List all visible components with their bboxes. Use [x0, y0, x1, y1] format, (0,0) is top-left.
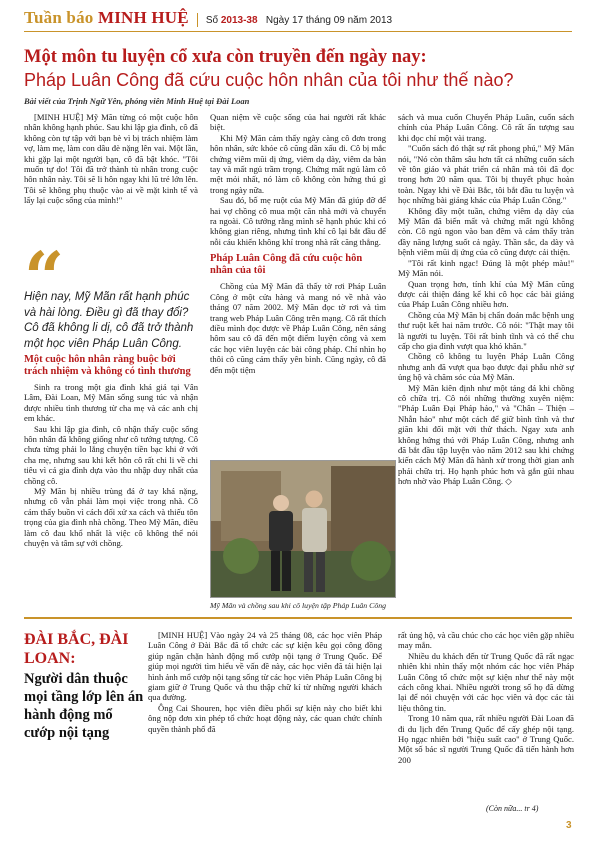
paragraph: Chồng cô không tu luyện Pháp Luân Công nhưng anh đã vượt qua bạo được đại phẫu nhờ sự ủng hộ và chăm sóc của Mỹ Mãn. — [398, 351, 574, 383]
paragraph: Chồng của Mỹ Mãn bị chẩn đoán mắc bệnh ung thư ruột kết hai năm trước. Cô nói: "Thật may tôi là người tu luyện. Tôi rất bình tĩnh và có thể chu cấp cho gia đình vượt qua khó khăn." — [398, 309, 574, 351]
paragraph: "Cuốn sách đó thật sự rất phong phú," Mỹ Mãn nói, "Nó còn thâm sâu hơn tất cả những cuốn sách về tôn giáo và phát triển cá nhân mà tôi đã đọc trong hơn 20 năm qua. Tôi bị thuyết phục hoàn toàn. Ngay khi về Đài Bắc, tôi bắt đầu tu luyện và học những bài giảng khác của Pháp Luân Công." — [398, 143, 574, 206]
paragraph: Sau khi lập gia đình, cô nhận thấy cuộc sống hôn nhân đã không giống như cô tưởng tượng. Cô chưa từng phải lo lắng chuyện tiền bạc khi ở với cha mẹ, nhưng sau khi kết hôn cô rất chi li về chi tiêu vì cả gia đình dựa vào thu nhập duy nhất của chồng cô. — [24, 423, 198, 486]
column-1-body — [24, 348, 198, 549]
article-title-line1: Một môn tu luyện cổ xưa còn truyền đến ngày nay: — [24, 47, 427, 67]
paragraph: Mỹ Mãn bị nhiều trùng đá ở tay khá nặng, nhưng cô vẫn phải làm mọi việc trong nhà. Cô cảm thấy buồn vì cách đối xử xa cách và thiếu tôn trọng của gia đình nhà chồng. Theo Mỹ Mãn, điều làm cô đau khổ nhất là việc cô không thể nói chuyện và tâm sự với chồng. — [24, 486, 198, 549]
paragraph: Nhiều du khách đến từ Trung Quốc đã rất ngạc nhiên khi nhìn thấy một nhóm các học viên Pháp Luân Công tổ chức một sự kiện như thế này một cách công khai. Nhiều người trong số họ đã dừng lại để nói chuyện với các học viên và đọc các tài liệu thông tin. — [398, 650, 574, 713]
publication-name — [24, 8, 189, 28]
paragraph: rất ủng hộ, và cầu chúc cho các học viên gặp nhiều may mắn. — [398, 630, 574, 651]
paragraph: "Tôi rất kinh ngạc! Đúng là một phép màu!" Mỹ Mãn nói. — [398, 257, 574, 279]
paragraph: Trong 10 năm qua, rất nhiều người Đài Loan đã đi du lịch đến Trung Quốc để cấy ghép nội tạng. Họ ngạc nhiên bởi "hiệu suất cao" ở Trung Quốc. Một số bác sĩ người Trung Quốc đã tiến hành hơn 200 — [398, 713, 574, 765]
article-title-line2: Pháp Luân Công đã cứu cuộc hôn nhân của tôi như thế nào? — [24, 70, 514, 90]
subheading-1: Một cuộc hôn nhân ràng buộc bởi trách nhiệm và không có tình thương — [24, 354, 191, 377]
masthead — [24, 8, 572, 32]
paragraph: Sinh ra trong một gia đình khá giả tại Vân Lâm, Đài Loan, Mỹ Mãn sống sung túc và nhận được nhiều tình thương từ cha mẹ và các anh chị em khác. — [24, 382, 198, 424]
paragraph: Sau đó, bố mẹ ruột của Mỹ Mãn đã giúp đỡ để hai vợ chồng cô mua một căn nhà mới và chuyển ra ngoài. Cô tưởng rằng mình sẽ hạnh phúc khi có không gian riêng, nhưng tình khí cô lại bắt đầu để nỗi cáu khiến không khí trong nhà rất căng thẳng. — [210, 195, 386, 247]
paragraph: Ông Cai Shouren, học viên điều phối sự kiện này cho biết khi ông nộp đơn xin phép tổ chức hoạt động này, các quan chức chính quyền thành phố đã — [148, 702, 382, 734]
page-number: 3 — [566, 820, 572, 831]
paragraph: Khi Mỹ Mãn cảm thấy ngày càng cô đơn trong hôn nhân, sức khỏe cô cũng dần xấu đi. Cô bị mắc chứng viêm mũi dị ứng, viêm dạ dày, viêm da bàn tay và mất ngủ trầm trọng. Chứng mất ngủ làm cô mệt mỏi nhất, nó làm cô không còn hứng thú gì trong ngày nữa. — [210, 132, 386, 195]
issue-prefix: Số — [205, 15, 221, 26]
section-divider — [24, 617, 572, 619]
brand-prefix: Tuần báo — [24, 8, 98, 27]
article2-column-3 — [398, 630, 574, 765]
paragraph: [MINH HUỆ] Mỹ Mãn từng có một cuộc hôn nhân không hạnh phúc. Sau khi lập gia đình, cô đã không còn tự tập với bạn bè vì bị trách nhiệm làm vợ, làm mẹ, làm con dâu đè nặng lên vai. Một lần, khi gặp lại một người bạn, cô đã bật khóc. "Tôi muốn tự do! Tôi đã trở thành tù nhân trong cuộc hôn nhân này. Tôi sẽ li hôn ngay khi lũ trẻ lớn lên. Tôi sẽ không phụ thuộc vào ai về mặt kinh tế và lấy lại cuộc sống của mình!" — [24, 112, 198, 206]
pull-quote: Hiện nay, Mỹ Mãn rất hạnh phúc và hài lòng. Điều gì đã thay đổi? Cô đã không li dị, cô đã trở thành một học viên Pháp Luân Công. — [24, 291, 194, 350]
paragraph: Không đầy một tuần, chứng viêm dạ dày của Mỹ Mãn đã biến mất và chứng mất ngủ không còn. Cô ngủ ngon vào ban đêm và cảm thấy tràn đầy năng lượng suốt cả ngày. Thần sắc, da dày và bệnh viêm mũi dị ứng của cô cũng được cải thiện. — [398, 205, 574, 258]
paragraph: [MINH HUỆ] Vào ngày 24 và 25 tháng 08, các học viên Pháp Luân Công ở Đài Bắc đã tổ chức các sự kiện kêu gọi công đồng giúp ngăn chặn hành động mổ cướp nội tạng ở Trung Quốc. Để giúp mọi người tìm hiểu về vấn đề này, các học viên đã tái hiện lại hình ảnh mổ cướp nội tạng sống từ các học viên Pháp Luân Công bị giam giữ ở Trung Quốc và thu thập chữ kí từ những người khách qua đường. — [148, 630, 382, 703]
paragraph: Quan trọng hơn, tính khí của Mỹ Mãn cũng được cải thiện đáng kể khi cô học các bài giảng của Pháp Luân Công nhiều hơn. — [398, 278, 574, 310]
continued-note: (Còn nữa... tr 4) — [486, 804, 539, 813]
issue-info — [206, 15, 392, 26]
issue-date: Ngày 17 tháng 09 năm 2013 — [265, 15, 393, 26]
column-1-intro — [24, 112, 198, 206]
masthead-divider — [197, 13, 198, 27]
photo-caption: Mỹ Mãn và chồng sau khi cô luyện tập Pháp Luân Công — [210, 601, 387, 610]
photo-illustration — [211, 461, 396, 598]
article2-title: Người dân thuộc mọi tầng lớp lên án hành động mổ cướp nội tạng — [24, 671, 144, 741]
paragraph: Mỹ Mãn kiên định như một tảng đá khi chồng cô chữa trị. Cô nói những thường xuyên niệm: "Pháp Luân Đại Pháp hảo," và "Chân – Thiện – Nhẫn hảo" như một cách để giữ bình tĩnh và thư giãn khi đối mặt với thử thách. Ngay xưa anh không hứng thú với Pháp Luân Công, nhưng anh đã bắt đầu tập luyện vào năm 2012 sau khi chứng kiến cách Mỹ Mãn đã hành xử trong thời gian anh phải chữa trị. Họ hạnh phúc hơn và gắn gũi nhau hơn nhờ vào Pháp Luân Công. ◇ — [398, 382, 574, 487]
article2-column-2 — [148, 630, 382, 734]
paragraph: sách và mua cuốn Chuyển Pháp Luân, cuốn sách chính của Pháp Luân Công. Cô rất ấn tượng sau khi đọc chỉ một vài trang. — [398, 112, 574, 143]
article2-location: ĐÀI BẮC, ĐÀI LOAN: — [24, 631, 129, 667]
couple-photo — [210, 460, 396, 598]
byline: Bài viết của Trịnh Ngữ Yên, phóng viên Minh Huệ tại Đài Loan — [24, 96, 250, 106]
paragraph: Quan niệm về cuộc sống của hai người rất khác biệt. — [210, 112, 386, 133]
issue-number: 2013-38 — [220, 15, 258, 26]
quote-mark-icon: “ — [24, 236, 65, 319]
article2-headline — [24, 630, 144, 742]
subheading-2: Pháp Luân Công đã cứu cuộc hôn nhân của tôi — [210, 253, 363, 277]
column-3 — [398, 112, 574, 487]
brand-title: MINH HUỆ — [97, 8, 189, 27]
paragraph: Chồng của Mỹ Mãn đã thấy tờ rơi Pháp Luân Công ở một cửa hàng và mang nó về nhà vào tháng 07 năm 2002. Mỹ Mãn đọc tờ rơi và tìm trang web Pháp Luân Công trên mạng. Cô rất thích điều mình đọc được về Pháp Luân Công, nên sáng hôm sau cô đã đến một điểm luyện công và xem các học viên luyện các bài công pháp. Chỉ nhìn họ thôi cô cũng cảm thấy yên bình. Cũng ngày, cô đã đến một tiệm — [210, 281, 386, 375]
column-2 — [210, 112, 386, 375]
